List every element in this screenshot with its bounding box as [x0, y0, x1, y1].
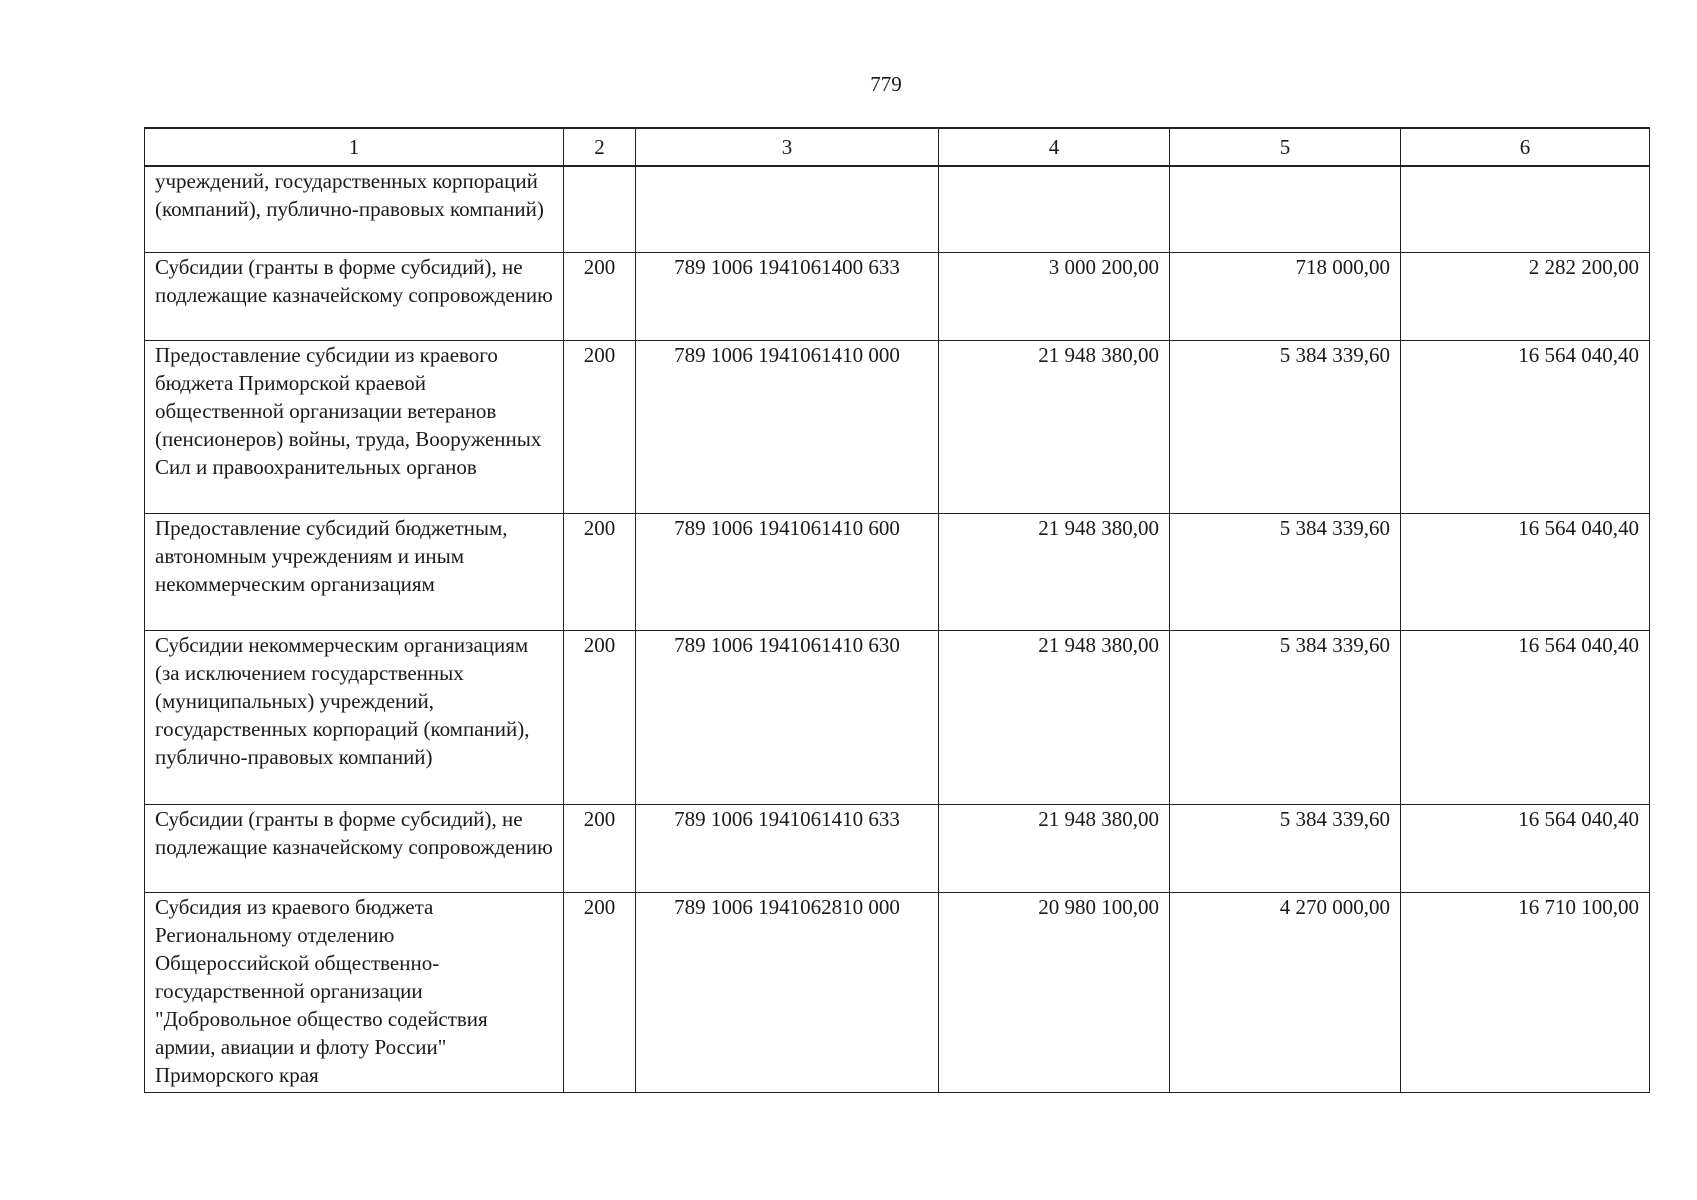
column-header: 4 — [939, 128, 1170, 166]
row-value-6-cell: 16 564 040,40 — [1401, 630, 1650, 804]
row-value-5-cell: 5 384 339,60 — [1170, 630, 1401, 804]
row-value-6-cell: 2 282 200,00 — [1401, 252, 1650, 340]
row-value-5-cell: 5 384 339,60 — [1170, 513, 1401, 630]
row-name-cell: Субсидии (гранты в форме субсидий), не подлежащие казначейскому сопровождению — [145, 252, 564, 340]
row-name-cell: Субсидии некоммерческим организациям (за исключением государственных (муниципальных) учреждений, государственных корпораций (компаний), публично-правовых компаний) — [145, 630, 564, 804]
row-name-cell: Субсидии (гранты в форме субсидий), не подлежащие казначейскому сопровождению — [145, 804, 564, 892]
row-code-cell: 200 — [564, 340, 636, 513]
row-value-5-cell: 5 384 339,60 — [1170, 804, 1401, 892]
row-kbk-cell: 789 1006 1941061410 600 — [636, 513, 939, 630]
table-row — [145, 166, 1650, 252]
row-value-6-cell: 16 564 040,40 — [1401, 513, 1650, 630]
row-value-5-cell — [1170, 166, 1401, 252]
table-row — [145, 804, 1650, 892]
table-header-row — [145, 128, 1650, 166]
row-kbk-cell: 789 1006 1941061410 630 — [636, 630, 939, 804]
row-kbk-cell: 789 1006 1941061410 000 — [636, 340, 939, 513]
row-kbk-cell: 789 1006 1941061400 633 — [636, 252, 939, 340]
row-code-cell: 200 — [564, 892, 636, 1092]
row-code-cell: 200 — [564, 630, 636, 804]
row-name-cell: Предоставление субсидии из краевого бюджета Приморской краевой общественной организации ветеранов (пенсионеров) войны, труда, Вооруженных Сил и правоохранительных органов — [145, 340, 564, 513]
row-name-cell: Предоставление субсидий бюджетным, автономным учреждениям и иным некоммерческим организациям — [145, 513, 564, 630]
row-kbk-cell: 789 1006 1941062810 000 — [636, 892, 939, 1092]
row-value-4-cell: 21 948 380,00 — [939, 340, 1170, 513]
row-value-4-cell: 21 948 380,00 — [939, 513, 1170, 630]
row-value-4-cell: 21 948 380,00 — [939, 630, 1170, 804]
row-value-6-cell — [1401, 166, 1650, 252]
table-row — [145, 513, 1650, 630]
row-value-5-cell: 5 384 339,60 — [1170, 340, 1401, 513]
column-header: 5 — [1170, 128, 1401, 166]
row-value-4-cell: 21 948 380,00 — [939, 804, 1170, 892]
column-header: 1 — [145, 128, 564, 166]
row-value-6-cell: 16 564 040,40 — [1401, 340, 1650, 513]
table-row — [145, 892, 1650, 1092]
row-value-6-cell: 16 564 040,40 — [1401, 804, 1650, 892]
row-code-cell: 200 — [564, 513, 636, 630]
row-code-cell: 200 — [564, 252, 636, 340]
row-kbk-cell: 789 1006 1941061410 633 — [636, 804, 939, 892]
row-value-4-cell: 3 000 200,00 — [939, 252, 1170, 340]
row-name-cell: Субсидия из краевого бюджета Региональному отделению Общероссийской общественно-государственной организации "Добровольное общество содействия армии, авиации и флоту России" Приморского края — [145, 892, 564, 1092]
table-row — [145, 252, 1650, 340]
row-value-4-cell — [939, 166, 1170, 252]
row-value-4-cell: 20 980 100,00 — [939, 892, 1170, 1092]
row-code-cell — [564, 166, 636, 252]
table-row — [145, 630, 1650, 804]
row-kbk-cell — [636, 166, 939, 252]
row-value-5-cell: 718 000,00 — [1170, 252, 1401, 340]
row-value-5-cell: 4 270 000,00 — [1170, 892, 1401, 1092]
row-name-cell: учреждений, государственных корпораций (компаний), публично-правовых компаний) — [145, 166, 564, 252]
table-row — [145, 340, 1650, 513]
column-header: 2 — [564, 128, 636, 166]
row-value-6-cell: 16 710 100,00 — [1401, 892, 1650, 1092]
page-number: 779 — [870, 72, 902, 96]
row-code-cell: 200 — [564, 804, 636, 892]
column-header: 6 — [1401, 128, 1650, 166]
column-header: 3 — [636, 128, 939, 166]
budget-table — [144, 127, 1650, 1093]
